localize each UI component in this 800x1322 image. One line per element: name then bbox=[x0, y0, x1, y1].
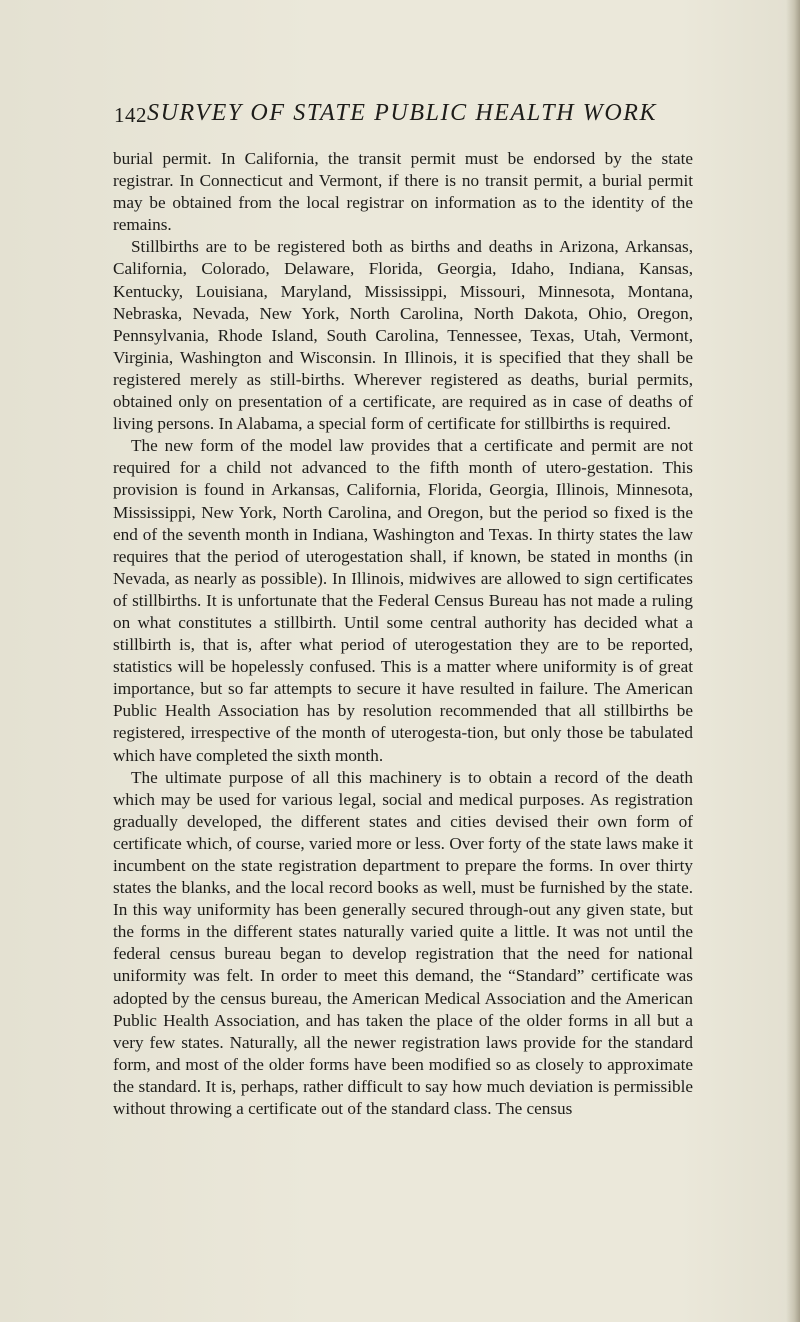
paragraph-certificate-forms: The ultimate purpose of all this machinery is to obtain a record of the death which may be used for various legal, social and medical purposes. As registration gradually developed, the different states and cities devised their own form of certificate which, of course, varied more or less. Over forty of the state laws make it incumbent on the state registration department to prepare the forms. In over thirty states the blanks, and the local record books as well, must be furnished by the state. In this way uniformity has been generally secured through-out any given state, but the forms in the different states naturally varied quite a little. It was not until the federal census bureau began to develop registration that the need for national uniformity was felt. In order to meet this demand, the “Standard” certificate was adopted by the census bureau, the American Medical Association and the American Public Health Association, and has taken the place of the older forms in all but a very few states. Naturally, all the newer registration laws provide for the standard form, and most of the older forms have been modified so as closely to approximate the standard. It is, perhaps, rather difficult to say how much deviation is permissible without throwing a certificate out of the standard class. The census bbox=[113, 767, 693, 1119]
page-number: 142 bbox=[114, 103, 147, 127]
page-header bbox=[114, 100, 674, 132]
paragraph-burial-permit-continued: burial permit. In California, the transit permit must be endorsed by the state registrar. In Connecticut and Vermont, if there is no transit permit, a burial permit may be obtained from the local registrar on information as to the identity of the remains. bbox=[113, 149, 693, 235]
paragraph-model-law: The new form of the model law provides that a certificate and permit are not required for a child not advanced to the fifth month of utero-gestation. This provision is found in Arkansas, California, Florida, Georgia, Illinois, Minnesota, Mississippi, New York, North Carolina, and Oregon, but the period so fixed is the end of the seventh month in Indiana, Washington and Texas. In thirty states the law requires that the period of uterogestation shall, if known, be stated in months (in Nevada, as nearly as possible). In Illinois, midwives are allowed to sign certificates of stillbirths. It is unfortunate that the Federal Census Bureau has not made a ruling on what constitutes a stillbirth. Until some central authority has decided what a stillbirth is, that is, after what period of uterogestation they are to be reported, statistics will be hopelessly confused. This is a matter where uniformity is of great importance, but so far attempts to secure it have resulted in failure. The American Public Health Association has by resolution recommended that all stillbirths be registered, irrespective of the month of uterogesta-tion, but only those be tabulated which have completed the sixth month. bbox=[113, 436, 693, 765]
page-edge-shadow bbox=[786, 0, 800, 1322]
paragraph-stillbirth-registration: Stillbirths are to be registered both as births and deaths in Arizona, Arkansas, California, Colorado, Delaware, Florida, Georgia, Idaho, Indiana, Kansas, Kentucky, Louisiana, Maryland, Mississippi, Missouri, Minnesota, Montana, Nebraska, Nevada, New York, North Carolina, North Dakota, Ohio, Oregon, Pennsylvania, Rhode Island, South Carolina, Tennessee, Texas, Utah, Vermont, Virginia, Washington and Wisconsin. In Illinois, it is specified that they shall be registered merely as still-births. Wherever registered as deaths, burial permits, obtained only on presentation of a certificate, are required as in case of deaths of living persons. In Alabama, a special form of certificate for stillbirths is required. bbox=[113, 237, 693, 434]
body-text bbox=[113, 148, 693, 1120]
running-title: SURVEY OF STATE PUBLIC HEALTH WORK bbox=[147, 100, 658, 126]
